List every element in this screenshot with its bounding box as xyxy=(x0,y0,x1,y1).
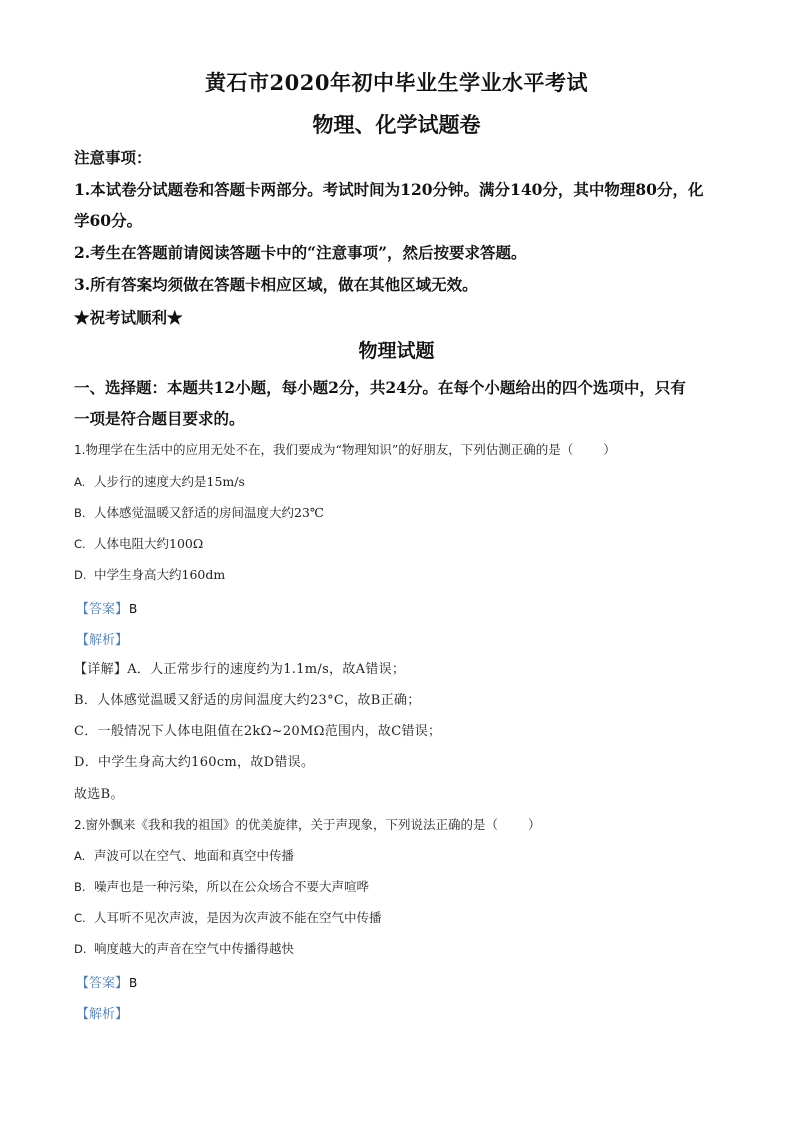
analysis-label: 【解析】 xyxy=(76,633,129,648)
option-letter: B. xyxy=(74,506,86,520)
section-instruction-line-1: 一、选择题：本题共12小题，每小题2分，共24分。在每个小题给出的四个选项中，只有 xyxy=(74,378,686,397)
question-1-answer xyxy=(76,600,137,616)
question-1-option-c xyxy=(74,538,203,551)
exam-subtitle: 物理、化学试题卷 xyxy=(312,112,481,137)
answer-label: 【答案】 xyxy=(76,976,129,991)
question-2-option-c xyxy=(74,912,382,925)
option-text: 噪声也是一种污染，所以在公众场合不要大声喧哗 xyxy=(94,879,370,894)
option-text: 人体电阻大约100Ω xyxy=(94,536,204,551)
option-text: 响度越大的声音在空气中传播得越快 xyxy=(94,941,295,956)
answer-value: B xyxy=(129,976,138,990)
question-stem-text: 物理学在生活中的应用无处不在，我们要成为“物理知识”的好朋友，下列估测正确的是（ xyxy=(85,442,574,457)
option-letter: C. xyxy=(74,537,86,551)
question-stem-end: ） xyxy=(527,817,541,832)
question-2-option-b xyxy=(74,881,369,894)
notice-wish: ★祝考试顺利★ xyxy=(74,308,183,327)
option-text: 人步行的速度大约是15m/s xyxy=(94,474,245,489)
detail-text: A．人正常步行的速度约为1.1m/s，故A错误； xyxy=(127,662,406,677)
notice-item-3: 3.所有答案均须做在答题卡相应区域，做在其他区域无效。 xyxy=(74,275,478,294)
notice-item-2: 2.考生在答题前请阅读答题卡中的“注意事项”，然后按要求答题。 xyxy=(74,243,527,262)
question-2-option-a xyxy=(74,850,294,863)
question-1-option-a xyxy=(74,476,245,489)
question-2-stem xyxy=(74,819,540,832)
notice-heading: 注意事项： xyxy=(74,148,152,167)
question-1-detail-line-4: D．中学生身高大约160cm，故D错误。 xyxy=(74,755,315,770)
notice-item-1-cont: 学60分。 xyxy=(74,211,143,230)
option-text: 人耳听不见次声波，是因为次声波不能在空气中传播 xyxy=(94,910,382,925)
notice-item-1: 1.本试卷分试题卷和答题卡两部分。考试时间为120分钟。满分140分，其中物理80分，化 xyxy=(74,180,704,199)
option-letter: B. xyxy=(74,880,86,894)
question-1-detail-line-2: B．人体感觉温暖又舒适的房间温度大约23°C，故B正确； xyxy=(74,693,421,708)
question-1-stem xyxy=(74,444,616,457)
detail-label: 【详解】 xyxy=(74,662,128,677)
answer-value: B xyxy=(129,602,138,616)
option-letter: D. xyxy=(74,568,87,582)
question-2-answer xyxy=(76,974,137,990)
question-1-detail-line-1 xyxy=(74,663,405,676)
exam-title: 黄石市2020年初中毕业生学业水平考试 xyxy=(205,70,588,95)
section-instruction-line-2: 一项是符合题目要求的。 xyxy=(74,409,245,428)
option-letter: C. xyxy=(74,911,86,925)
analysis-label: 【解析】 xyxy=(76,1007,129,1022)
question-2-option-d xyxy=(74,943,294,956)
option-letter: D. xyxy=(74,942,87,956)
question-1-option-b xyxy=(74,507,324,520)
option-text: 声波可以在空气、地面和真空中传播 xyxy=(94,848,295,863)
question-2-analysis xyxy=(76,1005,128,1021)
option-text: 人体感觉温暖又舒适的房间温度大约23℃ xyxy=(94,505,324,520)
option-letter: A. xyxy=(74,849,86,863)
question-stem-text: 窗外飘来《我和我的祖国》的优美旋律，关于声现象，下列说法正确的是（ xyxy=(85,817,498,832)
question-number: 1. xyxy=(74,443,86,457)
section-title: 物理试题 xyxy=(358,340,435,362)
answer-label: 【答案】 xyxy=(76,602,129,617)
question-1-conclusion: 故选B。 xyxy=(74,787,124,802)
question-number: 2. xyxy=(74,818,86,832)
option-letter: A. xyxy=(74,475,86,489)
option-text: 中学生身高大约160dm xyxy=(94,567,226,582)
question-stem-end: ） xyxy=(603,442,616,457)
question-1-option-d xyxy=(74,569,225,582)
question-1-analysis xyxy=(76,631,128,647)
question-1-detail-line-3: C．一般情况下人体电阻值在2kΩ~20MΩ范围内，故C错误； xyxy=(74,724,442,739)
